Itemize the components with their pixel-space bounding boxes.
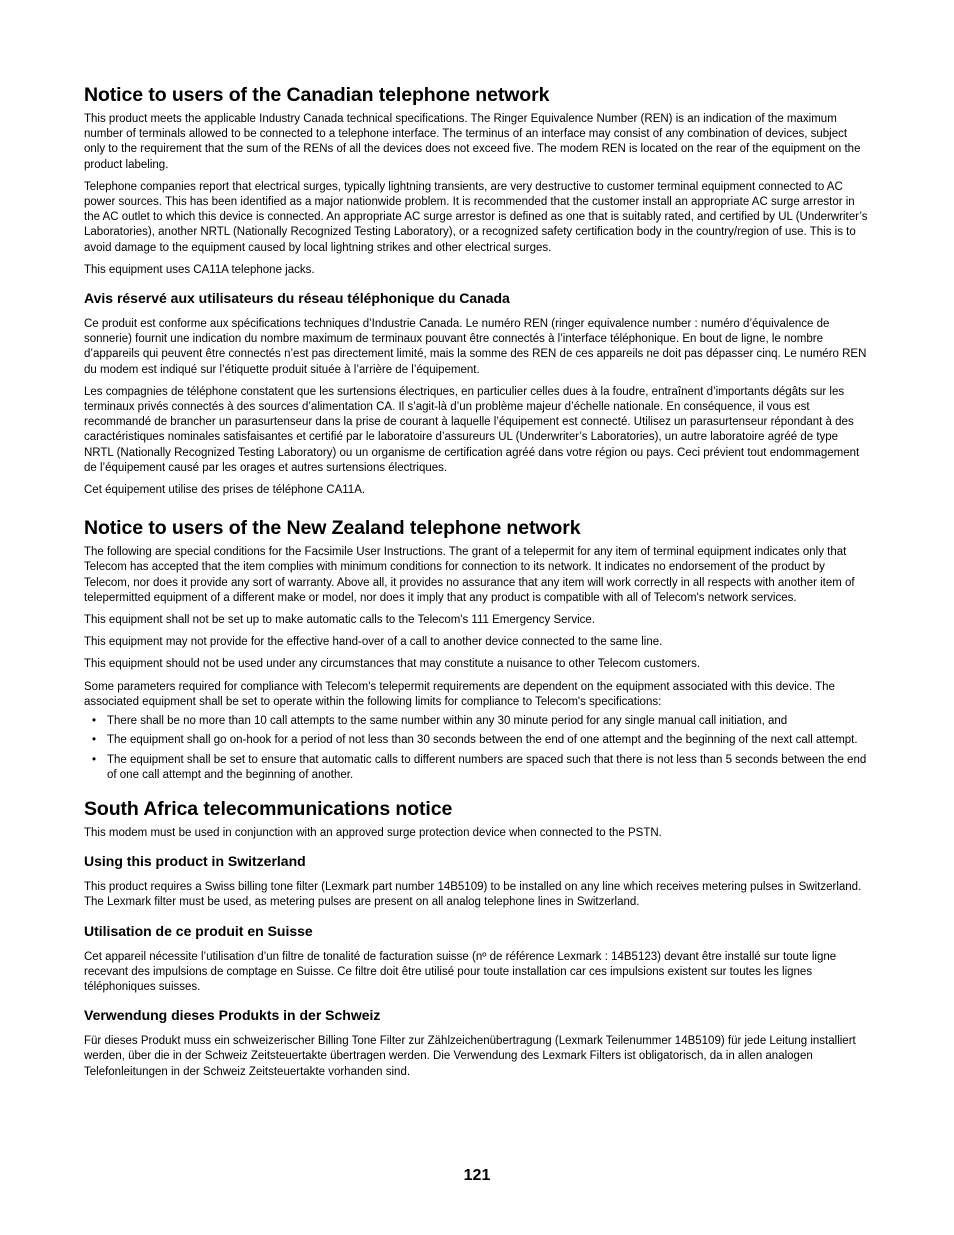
bullet-icon: • bbox=[92, 753, 97, 766]
paragraph: This equipment uses CA11A telephone jacks. bbox=[84, 263, 315, 276]
heading-new-zealand: Notice to users of the New Zealand telephone network bbox=[84, 517, 581, 540]
heading-canada-fr: Avis réservé aux utilisateurs du réseau téléphonique du Canada bbox=[84, 290, 510, 307]
list-item bbox=[84, 733, 870, 748]
heading-south-africa: South Africa telecommunications notice bbox=[84, 797, 453, 820]
paragraph: Cet appareil nécessite l’utilisation d’un filtre de tonalité de facturation suisse (nº de référence Lexmark : 14B5123) devant être installé sur toute ligne recevant des impulsions de comptage en Suisse. Ce filtre doit être utilisé pour toute installation car ces impulsions existent sur toutes les lignes téléphoniques suisses. bbox=[84, 950, 837, 993]
paragraph: This product requires a Swiss billing tone filter (Lexmark part number 14B5109) to be installed on any line which receives metering pulses in Switzerland. The Lexmark filter must be used, as metering pulses are present on all analog telephone lines in Switzerland. bbox=[84, 881, 862, 909]
heading-switzerland-en: Using this product in Switzerland bbox=[84, 853, 306, 870]
paragraph: Some parameters required for compliance with Telecom's telepermit requirements are dependent on the equipment associated with this device. The associated equipment shall be set to operate within the following limits for compliance to Telecom's specifications: bbox=[84, 680, 835, 708]
heading-switzerland-de: Verwendung dieses Produkts in der Schweiz bbox=[84, 1007, 381, 1024]
paragraph: Ce produit est conforme aux spécifications techniques d’Industrie Canada. Le numéro REN (ringer equivalence number : numéro d’équivalence de sonnerie) fournit une indication du nombre maximum de terminaux pouvant être connectés à l’interface téléphonique. En bout de ligne, le nombre d’appareils qui peuvent être connectés n’est pas directement limité, mais la somme des REN de ces appareils ne doit pas dépasser cinq. Le numéro REN du modem est indiqué sur l’étiquette produit située à l’arrière de l’équipement. bbox=[84, 318, 867, 376]
heading-switzerland-fr: Utilisation de ce produit en Suisse bbox=[84, 922, 313, 939]
paragraph: This product meets the applicable Industry Canada technical specifications. The Ringer Equivalence Number (REN) is an indication of the maximum number of terminals allowed to be connected to a telephone interface. The terminus of an interface may consist of any combination of devices, subject only to the requirement that the sum of the RENs of all the devices does not exceed five. The modem REN is located on the rear of the equipment on the product labeling. bbox=[84, 113, 861, 171]
document-page bbox=[84, 83, 870, 1087]
paragraph: This modem must be used in conjunction with an approved surge protection device when connected to the PSTN. bbox=[84, 826, 662, 839]
list-item-text: There shall be no more than 10 call attempts to the same number within any 30 minute period for any single manual call initiation, and bbox=[107, 715, 788, 728]
page-number: 121 bbox=[463, 1167, 491, 1184]
list-item-text: The equipment shall be set to ensure that automatic calls to different numbers are spaced such that there is not less than 5 seconds between the end of one call attempt and the beginning of another. bbox=[107, 753, 867, 781]
paragraph: The following are special conditions for the Facsimile User Instructions. The grant of a telepermit for any item of terminal equipment indicates only that Telecom has accepted that the item complies with minimum conditions for connection to its network. It indicates no endorsement of the product by Telecom, nor does it provide any sort of warranty. Above all, it provides no assurance that any item will work correctly in all respects with another item of telepermitted equipment of a different make or model, nor does it imply that any product is compatible with all of Telecom's network services. bbox=[84, 546, 855, 604]
list-item-text: The equipment shall go on-hook for a period of not less than 30 seconds between the end of one attempt and the beginning of the next call attempt. bbox=[107, 734, 858, 747]
paragraph: This equipment should not be used under any circumstances that may constitute a nuisance to other Telecom customers. bbox=[84, 658, 701, 671]
heading-canada: Notice to users of the Canadian telephone network bbox=[84, 84, 550, 106]
paragraph: Les compagnies de téléphone constatent que les surtensions électriques, en particulier celles dues à la foudre, entraînent d’importants dégâts sur les terminaux privés connectés à des sources d’alimentation CA. Il s’agit-là d’un problème majeur d’échelle nationale. En conséquence, il vous est recommandé de brancher un parasurtenseur dans la prise de courant à laquelle l’équipement est connecté. Utilisez un parasurtenseur répondant à des caractéristiques nominales satisfaisantes et certifié par le laboratoire d’assureurs UL (Underwriter’s Laboratories), un autre laboratoire agréé de type NRTL (Nationally Recognized Testing Laboratory) ou un organisme de certification agréé dans votre région ou pays. Ceci prévient tout endommagement de l’équipement causé par les orages et autres surtensions électriques. bbox=[84, 385, 860, 474]
list-item bbox=[84, 714, 870, 729]
paragraph: Telephone companies report that electrical surges, typically lightning transients, are very destructive to customer terminal equipment connected to AC power sources. This has been identified as a major nationwide problem. It is recommended that the customer install an appropriate AC surge arrestor in the AC outlet to which this device is connected. An appropriate AC surge arrestor is defined as one that is suitably rated, and certified by UL (Underwriter’s Laboratories), another NRTL (Nationally Recognized Testing Laboratory), or a recognized safety certification body in the country/region of use. This is to avoid damage to the equipment caused by local lightning strikes and other electrical surges. bbox=[84, 180, 868, 254]
paragraph: This equipment may not provide for the effective hand-over of a call to another device connected to the same line. bbox=[84, 636, 663, 649]
bullet-list bbox=[84, 714, 870, 783]
paragraph: Cet équipement utilise des prises de téléphone CA11A. bbox=[84, 484, 366, 497]
bullet-icon: • bbox=[92, 715, 97, 728]
bullet-icon: • bbox=[92, 734, 97, 747]
paragraph: Für dieses Produkt muss ein schweizerischer Billing Tone Filter zur Zählzeichenübertragung (Lexmark Teilenummer 14B5109) für jede Leitung installiert werden, über die in der Schweiz Zeitsteuertakte übertragen werden. Die Verwendung des Lexmark Filters ist obligatorisch, da in allen analogen Telefonleitungen in der Schweiz Zeitsteuertakte vorhanden sind. bbox=[84, 1035, 856, 1078]
paragraph: This equipment shall not be set up to make automatic calls to the Telecom's 111 Emergency Service. bbox=[84, 614, 596, 627]
list-item bbox=[84, 753, 870, 783]
